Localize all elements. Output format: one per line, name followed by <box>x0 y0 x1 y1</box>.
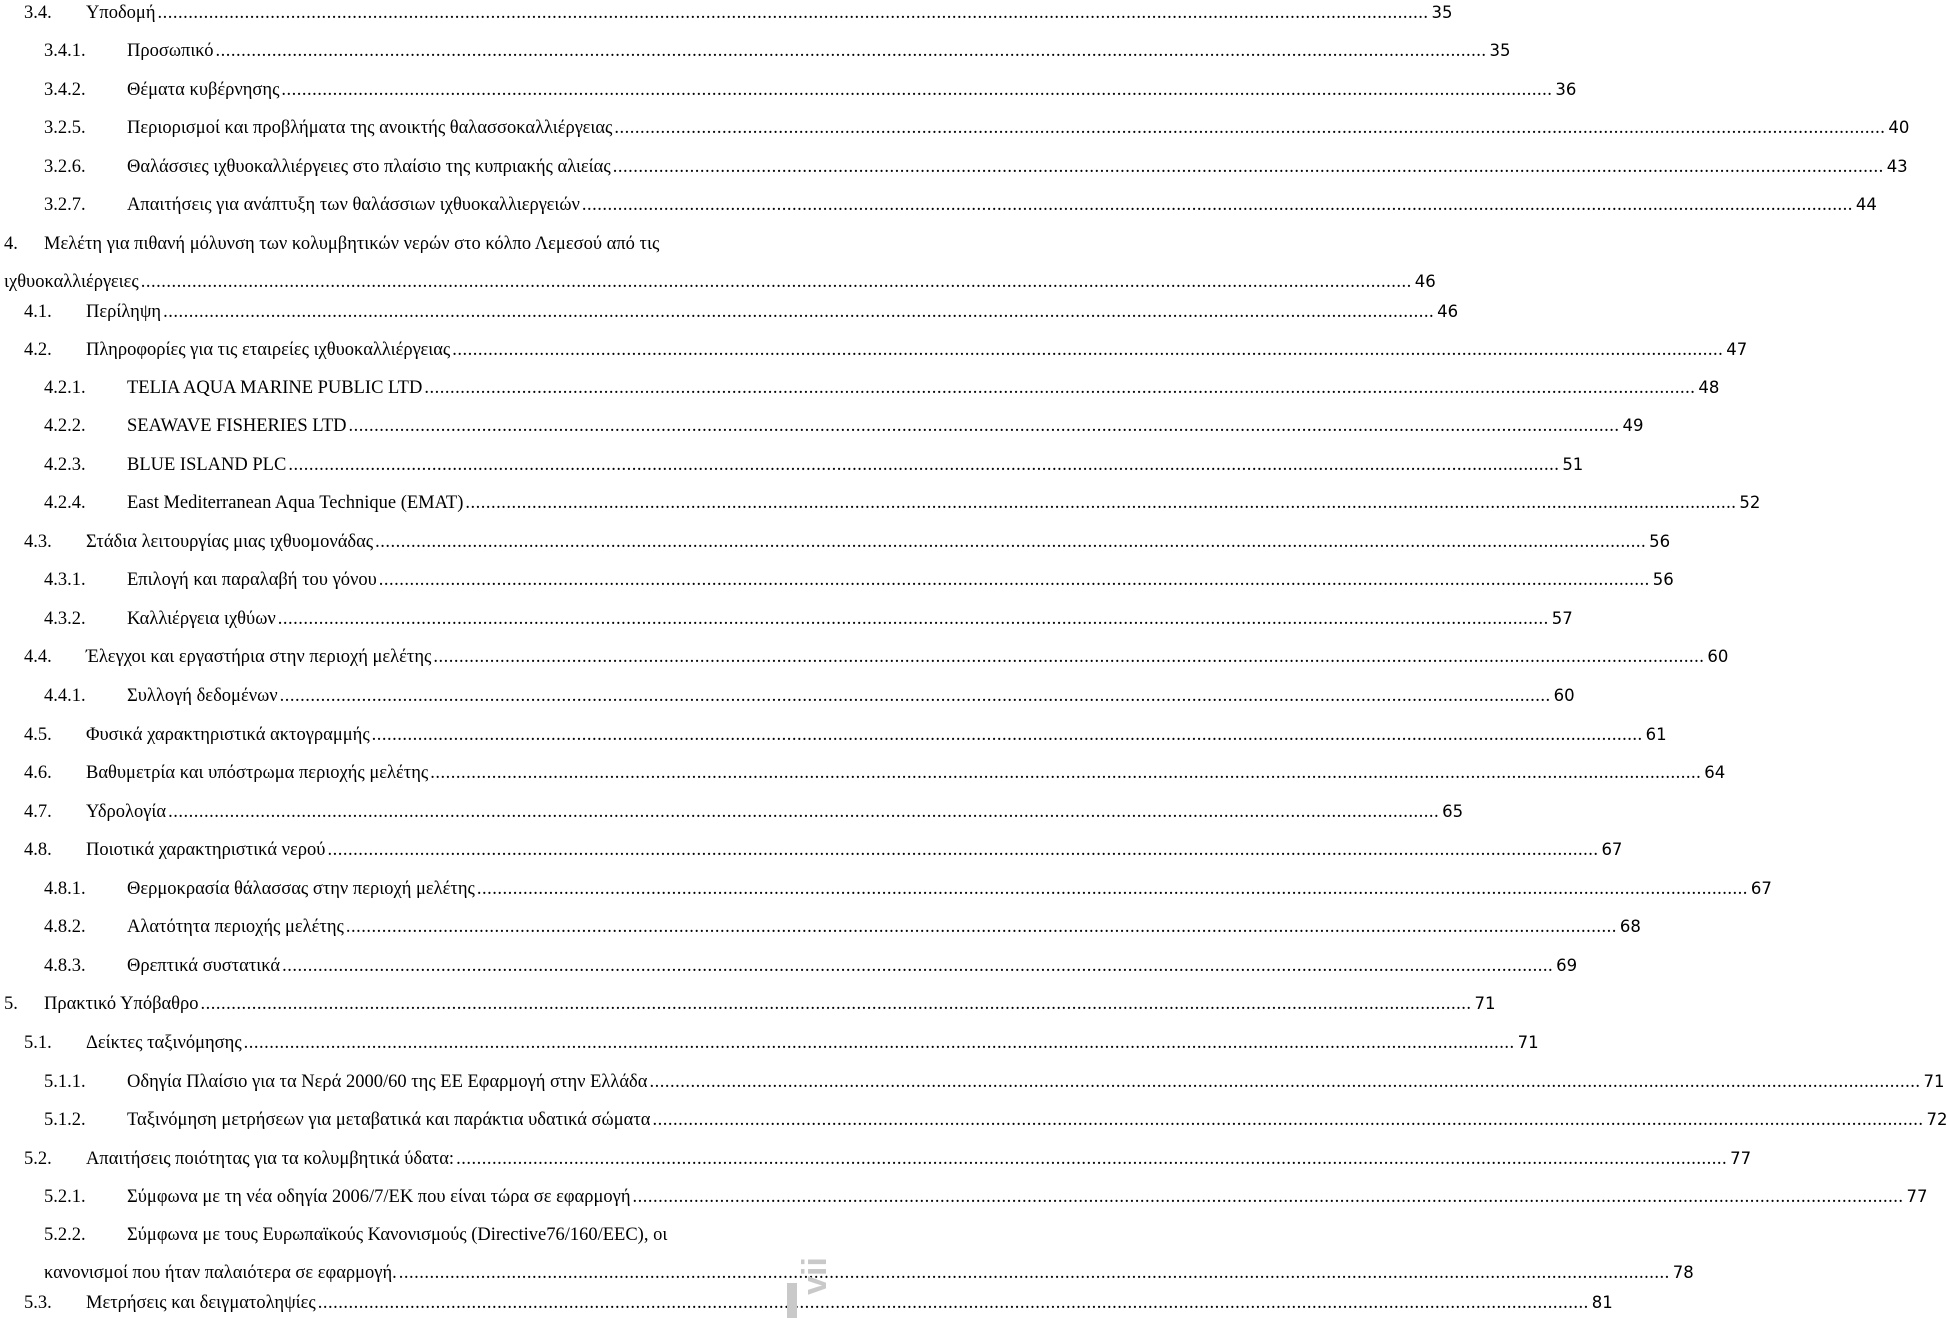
toc-entry-number: 5.2. <box>24 1149 52 1169</box>
toc-entry-number: 5.1. <box>24 1033 52 1053</box>
toc-entry[interactable] <box>44 914 1641 940</box>
toc-entry-continuation[interactable] <box>4 269 1436 295</box>
toc-entry-page: 77 <box>1730 1149 1752 1168</box>
toc-entry[interactable] <box>44 490 1761 516</box>
toc-leader-dots <box>375 529 1646 555</box>
toc-entry-page: 71 <box>1474 994 1496 1013</box>
toc-entry[interactable] <box>44 1069 1945 1095</box>
toc-leader-dots <box>281 77 1552 103</box>
toc-entry-title: East Mediterranean Aqua Technique (EMAT) <box>127 493 464 513</box>
toc-leader-dots <box>465 490 1736 516</box>
toc-entry-page: 61 <box>1645 725 1667 744</box>
toc-leader-dots <box>430 760 1701 786</box>
toc-entry[interactable] <box>44 413 1644 439</box>
toc-entry[interactable] <box>24 722 1667 748</box>
toc-entry-title: Πρακτικό Υπόβαθρο <box>44 994 199 1014</box>
toc-entry-number: 3.4. <box>24 3 52 23</box>
toc-entry[interactable] <box>24 799 1464 825</box>
toc-entry[interactable] <box>44 154 1908 180</box>
toc-entry-page: 69 <box>1556 956 1578 975</box>
toc-entry-number: 3.4.2. <box>44 80 86 100</box>
toc-leader-dots <box>158 0 1429 26</box>
toc-entry-title: Ταξινόμηση μετρήσεων για μεταβατικά και παράκτια υδατικά σώματα <box>127 1110 651 1130</box>
toc-entry-number: 4.2.1. <box>44 378 86 398</box>
toc-leader-dots <box>215 38 1486 64</box>
toc-entry-title: TELIA AQUA MARINE PUBLIC LTD <box>127 378 423 398</box>
page-number-watermark <box>795 1245 836 1307</box>
toc-entry[interactable] <box>24 1030 1539 1056</box>
toc-leader-dots <box>346 914 1617 940</box>
toc-entry-number: 5.3. <box>24 1293 52 1313</box>
toc-entry-page: 67 <box>1750 879 1772 898</box>
toc-entry-page: 46 <box>1414 272 1436 291</box>
toc-entry-page: 81 <box>1591 1293 1613 1312</box>
toc-entry-title: Σύμφωνα με τη νέα οδηγία 2006/7/ΕΚ που είναι τώρα σε εφαρμογή <box>127 1187 631 1207</box>
toc-entry-page: 65 <box>1442 802 1464 821</box>
toc-entry[interactable] <box>44 77 1577 103</box>
toc-entry[interactable] <box>44 38 1511 64</box>
toc-entry-number: 4.1. <box>24 302 52 322</box>
toc-entry-page: 35 <box>1431 3 1453 22</box>
toc-entry-page: 60 <box>1707 647 1729 666</box>
toc-entry-title: Περιορισμοί και προβλήματα της ανοικτής θαλασσοκαλλιέργειας <box>127 118 613 138</box>
toc-entry-page: 46 <box>1437 302 1459 321</box>
toc-entry-number: 4.8. <box>24 840 52 860</box>
toc-entry-number: 4.3. <box>24 532 52 552</box>
toc-entry-number: 4.8.2. <box>44 917 86 937</box>
toc-entry-number: 5. <box>4 994 18 1014</box>
toc-entry-page: 35 <box>1489 41 1511 60</box>
toc-entry[interactable] <box>24 760 1726 786</box>
toc-leader-dots <box>649 1069 1920 1095</box>
toc-entry-number: 4.3.1. <box>44 570 86 590</box>
toc-entry-page: 47 <box>1726 340 1748 359</box>
toc-entry-title: Συλλογή δεδομένων <box>127 686 278 706</box>
toc-entry-number: 4.8.3. <box>44 956 86 976</box>
toc-entry-page: 77 <box>1906 1187 1928 1206</box>
toc-leader-dots <box>614 115 1885 141</box>
toc-entry[interactable] <box>4 231 785 257</box>
toc-leader-dots <box>399 1260 1670 1286</box>
toc-entry-title: Μετρήσεις και δειγματοληψίες <box>86 1293 316 1313</box>
toc-entry[interactable] <box>4 991 1496 1017</box>
toc-leader-dots <box>613 154 1884 180</box>
toc-entry-page: 40 <box>1888 118 1910 137</box>
toc-entry-number: 3.4.1. <box>44 41 86 61</box>
toc-entry-title: SEAWAVE FISHERIES LTD <box>127 416 347 436</box>
toc-leader-dots <box>318 1290 1589 1316</box>
toc-entry-title: Μελέτη για πιθανή μόλυνση των κολυμβητικών νερών στο κόλπο Λεμεσού από τις <box>44 234 660 254</box>
toc-entry-title: Έλεγχοι και εργαστήρια στην περιοχή μελέτης <box>86 647 432 667</box>
toc-entry[interactable] <box>44 192 1877 218</box>
toc-entry-page: 44 <box>1855 195 1877 214</box>
toc-entry[interactable] <box>44 375 1720 401</box>
toc-entry-page: 71 <box>1517 1033 1539 1052</box>
toc-entry[interactable] <box>24 337 1748 363</box>
toc-entry-page: 52 <box>1739 493 1761 512</box>
toc-entry[interactable] <box>44 606 1573 632</box>
toc-entry-page: 48 <box>1698 378 1720 397</box>
toc-entry[interactable] <box>24 837 1623 863</box>
toc-entry-title: Περίληψη <box>86 302 162 322</box>
toc-leader-dots <box>288 452 1559 478</box>
toc-entry-title: Απαιτήσεις ποιότητας για τα κολυμβητικά ύδατα: <box>86 1149 455 1169</box>
toc-entry-page: 56 <box>1649 532 1671 551</box>
toc-entry-title: Θερμοκρασία θάλασσας στην περιοχή μελέτης <box>127 879 475 899</box>
svg-text:vii: vii <box>795 1257 834 1295</box>
toc-entry-title: Στάδια λειτουργίας μιας ιχθυομονάδας <box>86 532 374 552</box>
toc-entry-title: Προσωπικό <box>127 41 214 61</box>
toc-entry-title: Απαιτήσεις για ανάπτυξη των θαλάσσιων ιχθυοκαλλιεργειών <box>127 195 580 215</box>
toc-entry-page: 36 <box>1555 80 1577 99</box>
toc-leader-dots <box>327 837 1598 863</box>
toc-entry-page: 67 <box>1601 840 1623 859</box>
toc-entry-title: Υποδομή <box>86 3 156 23</box>
toc-leader-dots <box>280 683 1551 709</box>
toc-entry-page: 64 <box>1704 763 1726 782</box>
toc-entry[interactable] <box>44 953 1578 979</box>
toc-entry[interactable] <box>24 1146 1752 1172</box>
toc-entry-title: Επιλογή και παραλαβή του γόνου <box>127 570 377 590</box>
toc-entry[interactable] <box>44 1184 1928 1210</box>
toc-entry-number: 4.6. <box>24 763 52 783</box>
toc-leader-dots <box>372 722 1643 748</box>
toc-leader-dots <box>349 413 1620 439</box>
toc-entry-title-continued: κανονισμοί που ήταν παλαιότερα σε εφαρμογή. <box>44 1263 397 1283</box>
toc-entry[interactable] <box>44 115 1910 141</box>
toc-leader-dots <box>141 269 1412 295</box>
toc-entry-title: Καλλιέργεια ιχθύων <box>127 609 276 629</box>
toc-entry-number: 4.3.2. <box>44 609 86 629</box>
toc-leader-dots <box>244 1030 1515 1056</box>
toc-entry[interactable] <box>44 876 1772 902</box>
toc-entry-page: 71 <box>1923 1072 1945 1091</box>
toc-entry-number: 5.1.1. <box>44 1072 86 1092</box>
toc-entry-title: Ποιοτικά χαρακτηριστικά νερού <box>86 840 326 860</box>
toc-entry[interactable] <box>44 567 1674 593</box>
toc-entry-title: Θαλάσσιες ιχθυοκαλλιέργειες στο πλαίσιο της κυπριακής αλιείας <box>127 157 611 177</box>
toc-entry-title: Θέματα κυβέρνησης <box>127 80 280 100</box>
toc-entry-page: 60 <box>1553 686 1575 705</box>
toc-entry-title-continued: ιχθυοκαλλιέργειες <box>4 272 139 292</box>
toc-leader-dots <box>163 299 1434 325</box>
toc-entry-number: 5.2.1. <box>44 1187 86 1207</box>
toc-entry-page: 51 <box>1562 455 1584 474</box>
toc-entry[interactable] <box>44 452 1584 478</box>
toc-entry-title: Υδρολογία <box>86 802 167 822</box>
toc-entry[interactable] <box>24 529 1671 555</box>
toc-leader-dots <box>477 876 1748 902</box>
toc-leader-dots <box>278 606 1549 632</box>
toc-entry-number: 4. <box>4 234 18 254</box>
toc-entry-page: 68 <box>1619 917 1641 936</box>
toc-entry-number: 4.7. <box>24 802 52 822</box>
toc-entry-page: 57 <box>1551 609 1573 628</box>
toc-entry-number: 5.2.2. <box>44 1225 86 1245</box>
toc-entry-page: 78 <box>1672 1263 1694 1282</box>
toc-entry[interactable] <box>44 1107 1947 1133</box>
toc-entry-title: Φυσικά χαρακτηριστικά ακτογραμμής <box>86 725 370 745</box>
toc-entry[interactable] <box>44 683 1575 709</box>
toc-entry[interactable] <box>24 299 1459 325</box>
toc-entry-number: 4.2. <box>24 340 52 360</box>
toc-entry-page: 43 <box>1886 157 1908 176</box>
toc-entry-number: 5.1.2. <box>44 1110 86 1130</box>
toc-entry-number: 4.5. <box>24 725 52 745</box>
toc-entry-page: 56 <box>1652 570 1674 589</box>
toc-leader-dots <box>201 991 1472 1017</box>
toc-entry[interactable] <box>44 1222 785 1248</box>
toc-entry-title: Σύμφωνα με τους Ευρωπαϊκούς Κανονισμούς (Directive76/160/EEC), οι <box>127 1225 668 1245</box>
toc-leader-dots <box>282 953 1553 979</box>
toc-leader-dots <box>582 192 1853 218</box>
toc-entry-number: 4.4. <box>24 647 52 667</box>
toc-entry-page: 49 <box>1622 416 1644 435</box>
toc-entry-number: 3.2.7. <box>44 195 86 215</box>
toc-entry-title: BLUE ISLAND PLC <box>127 455 287 475</box>
toc-entry-title: Αλατότητα περιοχής μελέτης <box>127 917 344 937</box>
toc-entry[interactable] <box>24 644 1729 670</box>
toc-leader-dots <box>452 337 1723 363</box>
toc-entry-number: 4.2.3. <box>44 455 86 475</box>
toc-entry-title: Πληροφορίες για τις εταιρείες ιχθυοκαλλιέργειας <box>86 340 451 360</box>
toc-leader-dots <box>433 644 1704 670</box>
toc-leader-dots <box>379 567 1650 593</box>
toc-entry-number: 3.2.6. <box>44 157 86 177</box>
toc-entry-page: 72 <box>1926 1110 1947 1129</box>
toc-leader-dots <box>424 375 1695 401</box>
toc-leader-dots <box>633 1184 1904 1210</box>
toc-entry-number: 4.2.4. <box>44 493 86 513</box>
toc-leader-dots <box>168 799 1439 825</box>
toc-entry-title: Οδηγία Πλαίσιο για τα Νερά 2000/60 της ΕΕ Εφαρμογή στην Ελλάδα <box>127 1072 648 1092</box>
toc-entry-number: 4.8.1. <box>44 879 86 899</box>
toc-entry[interactable] <box>24 1290 1613 1316</box>
toc-entry-number: 3.2.5. <box>44 118 86 138</box>
toc-entry-title: Δείκτες ταξινόμησης <box>86 1033 242 1053</box>
toc-entry-number: 4.2.2. <box>44 416 86 436</box>
toc-entry-title: Βαθυμετρία και υπόστρωμα περιοχής μελέτης <box>86 763 429 783</box>
toc-leader-dots <box>456 1146 1727 1172</box>
toc-entry[interactable] <box>24 0 1453 26</box>
toc-entry-title: Θρεπτικά συστατικά <box>127 956 281 976</box>
toc-entry-number: 4.4.1. <box>44 686 86 706</box>
toc-leader-dots <box>652 1107 1923 1133</box>
